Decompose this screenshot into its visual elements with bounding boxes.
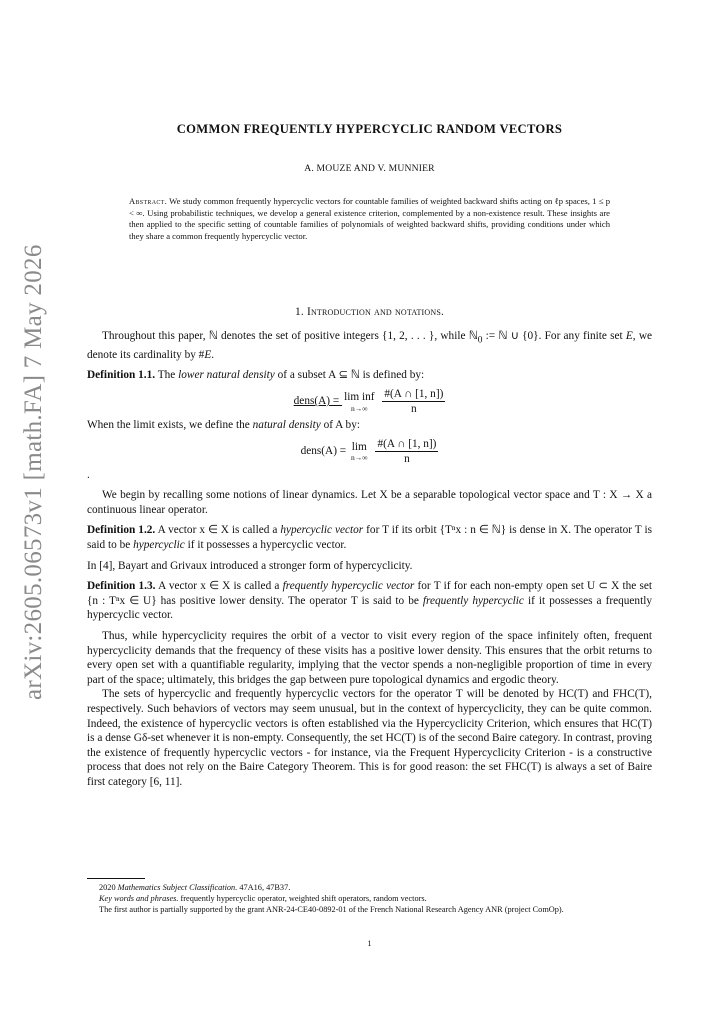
definition-label: Definition 1.1.	[87, 369, 156, 382]
paragraph-linear-dynamics: We begin by recalling some notions of linear dynamics. Let X be a separable topological vector space and T : X → X a continuous linear operator.	[87, 489, 652, 516]
paragraph-naturals: Throughout this paper, ℕ denotes the set of positive integers {1, 2, . . . }, while ℕ$_0$ := ℕ ∪ {0}. For any finite set E, we denote its cardinality by #E.	[87, 330, 652, 361]
definition-1-1: Definition 1.1. The lower natural density of a subset A ⊆ ℕ is defined by:	[87, 369, 425, 382]
definition-1-2: Definition 1.2. A vector x ∈ X is called a hypercyclic vector for T if its orbit {Tⁿx : n ∈ ℕ} is dense in X. The operator T is said to be hypercyclic if it possesses a hypercyclic vector.	[87, 524, 652, 551]
defined-term: lower natural density	[178, 369, 275, 382]
definition-label: Definition 1.2.	[87, 524, 156, 537]
page-number: 1	[367, 938, 372, 948]
paragraph-bayart-grivaux: In [4], Bayart and Grivaux introduced a stronger form of hypercyclicity.	[87, 559, 413, 572]
arxiv-stamp[interactable]: arXiv:2605.06573v1 [math.FA] 7 May 2026	[20, 244, 47, 700]
footnote-rule	[87, 878, 145, 879]
definition-label: Definition 1.3.	[87, 580, 156, 593]
footnote-keywords: Key words and phrases. frequently hypercyclic operator, weighted shift operators, random vectors.	[99, 894, 427, 903]
footnote-support: The first author is partially supported by the grant ANR-24-CE40-0892-01 of the French National Research Agency ANR (project ComOp).	[99, 905, 564, 914]
footnotes	[87, 882, 652, 915]
paper-title: COMMON FREQUENTLY HYPERCYCLIC RANDOM VECTORS	[176, 122, 563, 136]
equation-lower-density: dens(A) = lim inf n→∞ $\frac{\#(A \cap [1, n])}{n}$	[293, 388, 444, 416]
body-text	[87, 329, 652, 790]
defined-term: natural density	[252, 419, 321, 432]
abstract-text: We study common frequently hypercyclic vectors for countable families of weighted backward shifts acting on ℓp spaces, 1 ≤ p < ∞. Using probabilistic techniques, we develop a general existence criterion, complemented by a non-existence result. These insights are then applied to the specific setting of countable families of polynomials of weighted backward shifts, providing conditions under which they share a common frequently hypercyclic vector.	[129, 196, 610, 241]
section-heading	[87, 306, 652, 318]
paragraph-frequency: Thus, while hypercyclicity requires the orbit of a vector to visit every region of the space infinitely often, frequent hypercyclicity demands that the frequency of these visits has a positive lower density. This ensures that the orbit returns to every open set with a quantifiable regularity, implying that the vector spends a non-negligible proportion of time in every part of the space; ultimately, this bridges the gap between pure topological dynamics and ergodic theory.	[87, 629, 652, 686]
abstract	[129, 196, 610, 242]
definition-1-3: Definition 1.3. A vector x ∈ X is called a frequently hypercyclic vector for T if for each non-empty open set U ⊂ X the set {n : Tⁿx ∈ U} has positive lower density. The operator T is said to be frequently hypercyclic if it possesses a frequently hypercyclic vector.	[87, 580, 653, 622]
section-title: Introduction and notations.	[306, 306, 445, 318]
stray-period: .	[87, 468, 90, 481]
paragraph-natural-density: When the limit exists, we define the natural density of A by:	[87, 419, 360, 432]
paragraph-hc-sets: The sets of hypercyclic and frequently hypercyclic vectors for the operator T will be denoted by HC(T) and FHC(T), respectively. Such behaviors of vectors may seem unusual, but in the context of hypercyclicity, they can be quite common. Indeed, the existence of hypercyclic vectors is often established via the Hypercyclicity Criterion, which ensures that HC(T) is a dense Gδ-set whenever it is non-empty. Consequently, the set HC(T) is of the second Baire category. In contrast, proving the existence of frequently hypercyclic vectors - for instance, via the Frequent Hypercyclicity Criterion - is a constructive process that does not rely on the Baire Category Theorem. This is for good reason: the set FHC(T) is always a set of Baire first category [6, 11].	[87, 688, 652, 788]
equation-natural-density: dens(A) = lim n→∞ $\frac{\#(A \cap [1, n])}{n}$	[300, 437, 437, 465]
abstract-label: Abstract.	[129, 196, 168, 206]
section-number: 1.	[294, 306, 304, 318]
footnote-msc: 2020 Mathematics Subject Classification. 47A16, 47B37.	[99, 883, 291, 892]
paper-authors: A. MOUZE AND V. MUNNIER	[304, 163, 435, 174]
